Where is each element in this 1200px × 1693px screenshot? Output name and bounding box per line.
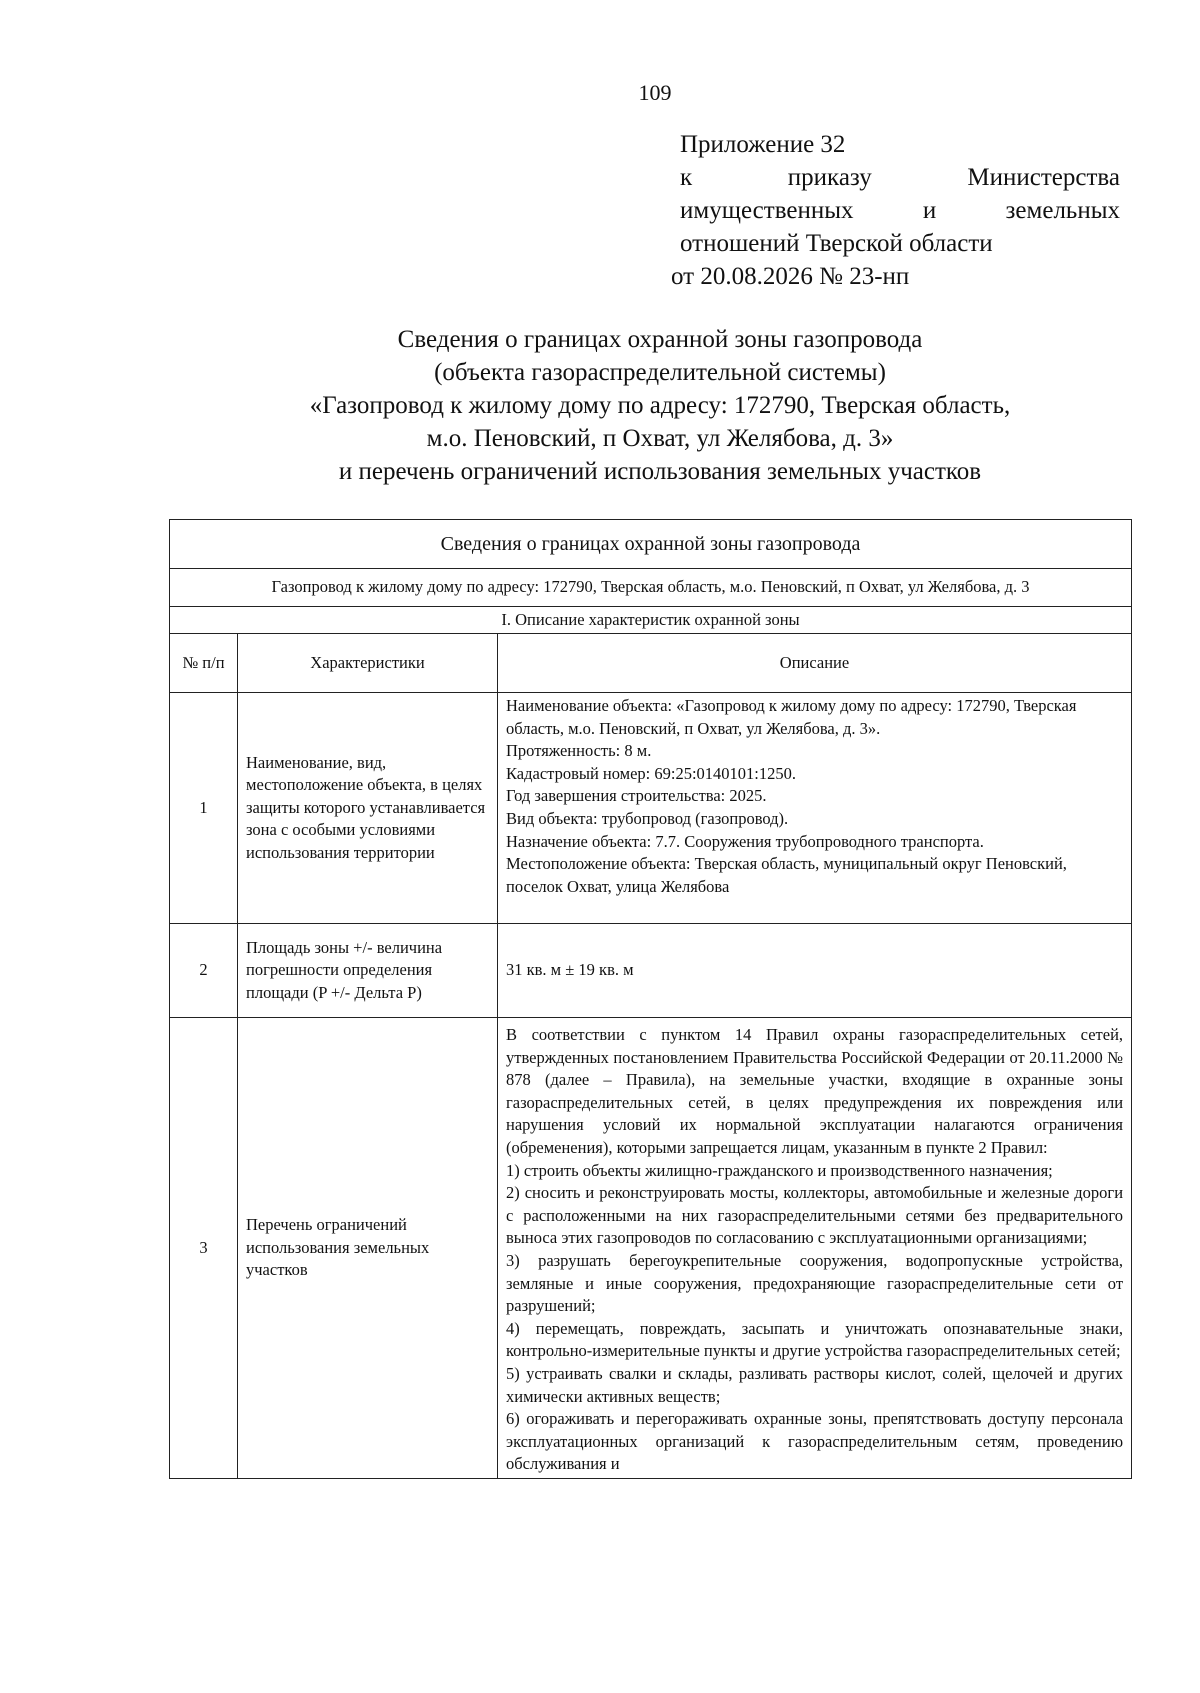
description-paragraph: В соответствии с пунктом 14 Правил охраны газораспределительных сетей, утвержденных постановлением Правительства Российской Федерации от 20.11.2000 № 878 (далее – Правила), на земельные участки, входящие в охранные зоны газораспределительных сетей, в целях предупреждения их повреждения или нарушения условий их нормальной эксплуатации налагаются ограничения (обременения), которыми запрещается лицам, указанным в пункте 2 Правил: bbox=[506, 1025, 1124, 1157]
appendix-line: отношений Тверской области bbox=[680, 230, 993, 257]
table-header: Сведения о границах охранной зоны газопровода bbox=[170, 520, 1132, 569]
appendix-line: имущественных и земельных bbox=[680, 197, 1120, 224]
description-paragraph: Назначение объекта: 7.7. Сооружения трубопроводного транспорта. bbox=[506, 831, 984, 851]
row-characteristic: Перечень ограничений использования земельных участков bbox=[238, 1018, 498, 1479]
row-description: 31 кв. м ± 19 кв. м bbox=[498, 924, 1132, 1018]
description-paragraph: Вид объекта: трубопровод (газопровод). bbox=[506, 808, 789, 828]
column-header-description: Описание bbox=[498, 634, 1132, 693]
title-line: м.о. Пеновский, п Охват, ул Желябова, д. 3» bbox=[426, 425, 894, 452]
description-paragraph: Протяженность: 8 м. bbox=[506, 741, 652, 761]
document-title bbox=[220, 323, 1100, 488]
description-paragraph: Наименование объекта: «Газопровод к жилому дому по адресу: 172790, Тверская область, м.о. Пеновский, п Охват, ул Желябова, д. 3». bbox=[506, 696, 1077, 738]
row-number: 2 bbox=[170, 924, 238, 1018]
description-paragraph: Местоположение объекта: Тверская область, муниципальный округ Пеновский, поселок Охват, улица Желябова bbox=[506, 854, 1067, 896]
title-line: и перечень ограничений использования земельных участков bbox=[338, 458, 982, 485]
table-row bbox=[170, 924, 1132, 1018]
appendix-title: Приложение 32 bbox=[680, 131, 846, 158]
row-number: 3 bbox=[170, 1018, 238, 1479]
appendix-date: от 20.08.2026 № 23-нп bbox=[671, 263, 910, 290]
description-paragraph: Кадастровый номер: 69:25:0140101:1250. bbox=[506, 763, 797, 783]
row-characteristic: Площадь зоны +/- величина погрешности определения площади (P +/- Дельта P) bbox=[238, 924, 498, 1018]
description-paragraph: 4) перемещать, повреждать, засыпать и уничтожать опознавательные знаки, контрольно-измерительные пункты и другие устройства газораспределительных сетей; bbox=[506, 1318, 1124, 1361]
row-characteristic: Наименование, вид, местоположение объекта, в целях защиты которого устанавливается зона с особыми условиями использования территории bbox=[238, 693, 498, 924]
description-paragraph: 3) разрушать берегоукрепительные сооружения, водопропускные устройства, земляные и иные сооружения, предохраняющие газораспределительные сети от разрушений; bbox=[506, 1250, 1124, 1316]
description-paragraph: 2) сносить и реконструировать мосты, коллекторы, автомобильные и железные дороги с расположенными на них газораспределительными сетями без предварительного выноса этих газопроводов по согласованию с эксплуатационными организациями; bbox=[506, 1183, 1124, 1248]
description-paragraph: 1) строить объекты жилищно-гражданского и производственного назначения; bbox=[506, 1160, 1053, 1180]
table-row bbox=[170, 1018, 1132, 1479]
title-line: (объекта газораспределительной системы) bbox=[434, 359, 886, 386]
table-row bbox=[170, 693, 1132, 924]
description-paragraph: 6) огораживать и перегораживать охранные зоны, препятствовать доступу персонала эксплуатационных организаций к газораспределительным сетям, проведению обслуживания и bbox=[506, 1409, 1124, 1474]
row-number: 1 bbox=[170, 693, 238, 924]
title-line: Сведения о границах охранной зоны газопровода bbox=[397, 326, 923, 353]
title-line: «Газопровод к жилому дому по адресу: 172790, Тверская область, bbox=[309, 392, 1011, 419]
column-header-num: № п/п bbox=[170, 634, 238, 693]
row-description bbox=[498, 693, 1132, 924]
column-header-row bbox=[170, 634, 1132, 693]
zone-table bbox=[169, 519, 1132, 1479]
page-number: 109 bbox=[638, 80, 672, 105]
column-header-characteristics: Характеристики bbox=[238, 634, 498, 693]
section-heading: I. Описание характеристик охранной зоны bbox=[170, 607, 1132, 634]
row-description bbox=[498, 1018, 1132, 1479]
appendix-block bbox=[671, 128, 1120, 293]
appendix-line: к приказу Министерства bbox=[680, 164, 1120, 191]
description-paragraph: Год завершения строительства: 2025. bbox=[506, 786, 767, 806]
table-subheader: Газопровод к жилому дому по адресу: 172790, Тверская область, м.о. Пеновский, п Охват, ул Желябова, д. 3 bbox=[170, 569, 1132, 607]
description-paragraph: 5) устраивать свалки и склады, разливать растворы кислот, солей, щелочей и других химически активных веществ; bbox=[506, 1363, 1124, 1406]
